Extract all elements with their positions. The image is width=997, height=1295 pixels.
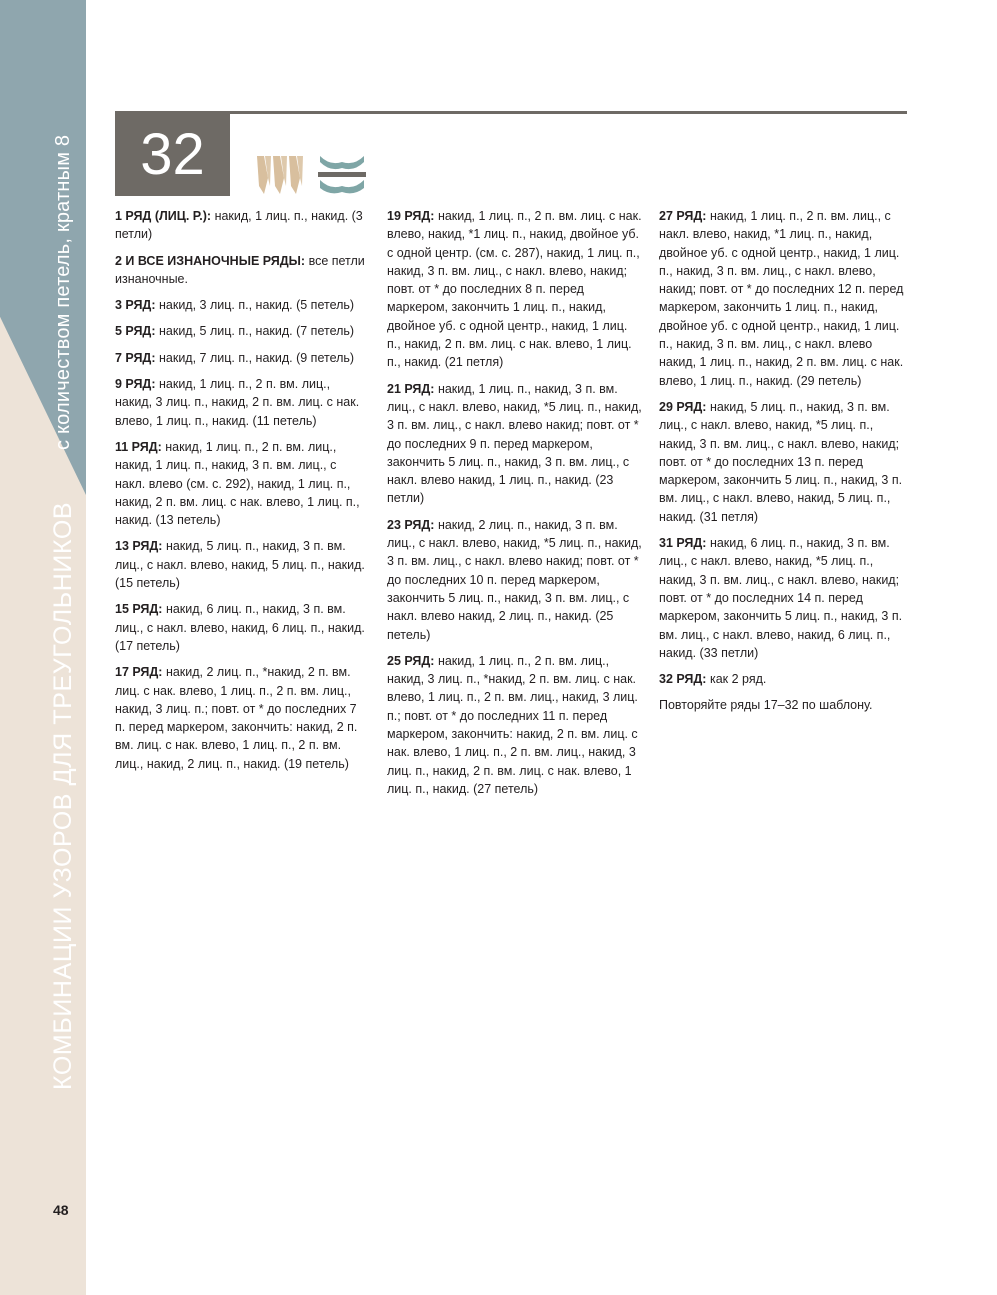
row-label: 11 РЯД:	[115, 439, 162, 454]
row-label: 31 РЯД:	[659, 536, 707, 551]
vertical-chapter-title	[43, 134, 83, 1090]
row-text: накид, 5 лиц. п., накид. (7 петель)	[159, 324, 355, 339]
row-label: 23 РЯД:	[387, 517, 435, 532]
instruction-row	[659, 696, 909, 714]
row-text: накид, 5 лиц. п., накид, 3 п. вм. лиц., с накл. влево, накид, *5 лиц. п., накид, 3 п. вм. лиц., с накл. влево, накид; повт. от * до последних 13 п. перед маркером, закончить 5 лиц. п., накид, 3 п. вм. лиц., с накл. влево, накид, 5 лиц. п., накид. (31 петля)	[659, 399, 903, 524]
row-text: накид, 7 лиц. п., накид. (9 петель)	[159, 350, 355, 365]
instruction-row	[659, 207, 909, 390]
row-label: 9 РЯД:	[115, 377, 156, 392]
row-label: 2 И ВСЕ ИЗНАНОЧНЫЕ РЯДЫ:	[115, 253, 306, 268]
pattern-number: 32	[115, 113, 230, 196]
row-label: 17 РЯД:	[115, 665, 163, 680]
row-label: 32 РЯД:	[659, 672, 707, 687]
instructions-column-3	[659, 207, 909, 723]
row-text: накид, 1 лиц. п., 2 п. вм. лиц., накид, 3 лиц. п., накид, 2 п. вм. лиц. с нак. влево, 1 лиц. п., накид. (11 петель)	[115, 377, 360, 428]
row-label: 21 РЯД:	[387, 381, 435, 396]
row-label: 15 РЯД:	[115, 602, 163, 617]
instruction-row	[387, 380, 643, 508]
instruction-row	[659, 398, 909, 526]
instruction-row	[115, 296, 365, 314]
instruction-row	[115, 537, 365, 592]
row-text: накид, 1 лиц. п., 2 п. вм. лиц., с накл. влево, накид, *1 лиц. п., накид, двойное уб. с одной центр., накид, 1 лиц. п., накид, 3 п. вм. лиц., с накл. влево, накид; повт. от * до последних 12 п. перед маркером, закончить 1 лиц. п., накид, двойное уб. с одной центр., накид, 1 лиц. п., накид, 3 п. вм. лиц., с накл. влево накид, 1 лиц. п., накид, 2 п. вм. лиц. с нак. влево, 1 лиц. п., накид. (29 петель)	[659, 209, 904, 388]
instruction-row	[387, 516, 643, 644]
row-text: накид, 1 лиц. п., 2 п. вм. лиц. с нак. влево, накид, *1 лиц. п., накид, двойное уб. с одной центр. (см. с. 287), накид, 1 лиц. п., накид, 3 п. вм. лиц., с накл. влево, накид; повт. от * до последних 8 п. перед маркером, закончить 1 лиц. п., накид, двойное уб. с одной центр., накид, 1 лиц. п., накид, 2 п. вм. лиц. с нак. влево, 1 лиц. п., накид. (21 петля)	[387, 209, 642, 370]
row-label: 3 РЯД:	[115, 298, 156, 313]
chapter-title: КОМБИНАЦИИ УЗОРОВ ДЛЯ ТРЕУГОЛЬНИКОВ	[49, 501, 77, 1090]
instructions-column-1	[115, 207, 365, 781]
decrease-wave-bottom	[320, 180, 364, 193]
row-text: накид, 1 лиц. п., 2 п. вм. лиц., накид, 3 лиц. п., *накид, 2 п. вм. лиц. с нак. влево, 1 лиц. п., 2 п. вм. лиц., накид, 3 лиц. п.; повт. от * до последних 11 п. перед маркером, закончить: накид, 2 п. вм. лиц. с нак. влево, 1 лиц. п., 2 п. вм. лиц., накид, 3 лиц. п., накид, 2 п. вм. лиц. с нак. влево, 1 лиц. п., накид. (27 петель)	[387, 653, 638, 796]
instruction-row	[115, 438, 365, 529]
row-text: накид, 6 лиц. п., накид, 3 п. вм. лиц., с накл. влево, накид, *5 лиц. п., накид, 3 п. вм. лиц., с накл. влево, накид; повт. от * до последних 14 п. перед маркером, закончить 5 лиц. п., накид, 3 п. вм. лиц., с накл. влево, накид, 6 лиц. п., накид. (33 петли)	[659, 536, 903, 660]
row-label: 19 РЯД:	[387, 209, 435, 223]
row-label: 29 РЯД:	[659, 399, 707, 414]
row-text: накид, 3 лиц. п., накид. (5 петель)	[159, 298, 355, 313]
top-rule	[115, 111, 907, 114]
row-text: накид, 5 лиц. п., накид, 3 п. вм. лиц., с накл. влево, накид, 5 лиц. п., накид. (15 петель)	[115, 539, 365, 591]
row-text: Повторяйте ряды 17–32 по шаблону.	[659, 698, 873, 713]
instruction-row	[115, 663, 365, 773]
page-number: 48	[53, 1202, 69, 1218]
row-text: накид, 2 лиц. п., накид, 3 п. вм. лиц., с накл. влево, накид, *5 лиц. п., накид, 3 п. вм. лиц., с накл. влево накид; повт. от * до последних 10 п. перед маркером, закончить 5 лиц. п., накид, 3 п. вм. лиц., с накл. влево накид, 2 лиц. п., накид. (25 петель)	[387, 517, 642, 642]
instruction-row	[659, 670, 909, 688]
row-label: 1 РЯД (ЛИЦ. Р.):	[115, 209, 212, 223]
row-label: 27 РЯД:	[659, 209, 707, 223]
instruction-row	[115, 600, 365, 655]
instruction-row	[115, 252, 365, 289]
instructions-column-2	[387, 207, 643, 806]
row-text: накид, 1 лиц. п., накид, 3 п. вм. лиц., с накл. влево, накид, *5 лиц. п., накид, 3 п. вм. лиц., с накл. влево накид; повт. от * до последних 9 п. перед маркером, закончить 5 лиц. п., накид, 3 п. вм. лиц., с накл. влево накид, 1 лиц. п., накид. (23 петли)	[387, 381, 642, 506]
instruction-row	[387, 652, 643, 798]
instruction-row	[659, 534, 909, 662]
decrease-wave-top	[320, 156, 364, 169]
row-text: накид, 6 лиц. п., накид, 3 п. вм. лиц., с накл. влево, накид, 6 лиц. п., накид. (17 петель)	[115, 602, 365, 653]
instruction-row	[115, 375, 365, 430]
row-text: накид, 1 лиц. п., 2 п. вм. лиц., накид, 1 лиц. п., накид, 3 п. вм. лиц., с накл. влево (см. с. 292), накид, 1 лиц. п., накид, 2 п. вм. лиц. с нак. влево, 1 лиц. п., накид. (13 петель)	[115, 439, 360, 528]
decrease-symbol-icon	[318, 156, 366, 194]
instruction-row	[115, 207, 365, 244]
instruction-row	[387, 207, 643, 372]
chapter-subtitle: с количеством петель, кратным 8	[52, 134, 74, 450]
row-label: 5 РЯД:	[115, 324, 156, 339]
row-label: 7 РЯД:	[115, 350, 156, 365]
row-text: как 2 ряд.	[709, 672, 767, 687]
yarnover-symbol-icon	[256, 156, 306, 194]
decrease-bar	[318, 172, 366, 177]
row-label: 25 РЯД:	[387, 653, 435, 668]
instruction-row	[115, 349, 365, 367]
instruction-row	[115, 322, 365, 340]
row-text: накид, 1 лиц. п., накид. (3 петли)	[115, 209, 363, 242]
row-text: все петли изнаночные.	[115, 253, 365, 286]
row-label: 13 РЯД:	[115, 539, 163, 554]
row-text: накид, 2 лиц. п., *накид, 2 п. вм. лиц. с нак. влево, 1 лиц. п., 2 п. вм. лиц., накид, 3 лиц. п.; повт. от * до последних 7 п. перед маркером, закончить: накид, 2 п. вм. лиц. с нак. влево, 1 лиц. п., 2 п. вм. лиц., накид, 2 лиц. п., накид. (19 петель)	[115, 665, 358, 771]
